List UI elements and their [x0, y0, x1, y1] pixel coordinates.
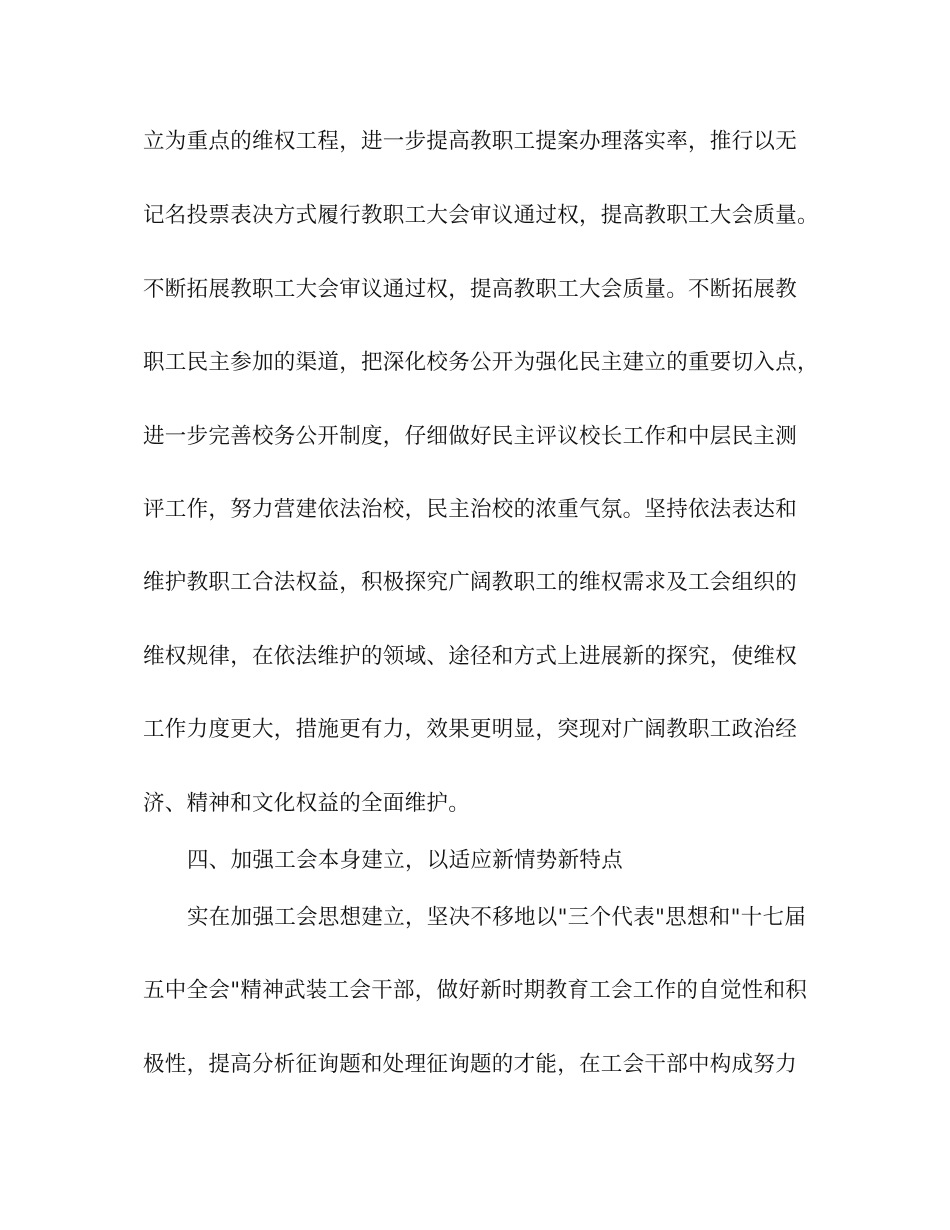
text-line: 工作力度更大，措施更有力，效果更明显，突现对广阔教职工政治经: [143, 717, 798, 742]
text-line: 维护教职工合法权益，积极探究广阔教职工的维权需求及工会组织的: [143, 570, 798, 595]
text-line: 立为重点的维权工程，进一步提高教职工提案办理落实率，推行以无: [143, 129, 798, 154]
section-heading: 四、加强工会本身建立，以适应新情势新特点: [187, 848, 624, 873]
text-line: 维权规律，在依法维护的领域、途径和方式上进展新的探究，使维权: [143, 644, 798, 669]
text-line: 记名投票表决方式履行教职工大会审议通过权，提高教职工大会质量。: [143, 203, 819, 228]
text-line: 不断拓展教职工大会审议通过权，提高教职工大会质量。不断拓展教: [143, 277, 798, 302]
text-line: 职工民主参加的渠道，把深化校务公开为强化民主建立的重要切入点，: [143, 350, 819, 375]
text-line: 济、精神和文化权益的全面维护。: [143, 791, 471, 816]
paragraph-first-line: 实在加强工会思想建立，坚决不移地以"三个代表"思想和"十七届: [187, 905, 807, 930]
text-line: 极性，提高分析征询题和处理征询题的才能，在工会干部中构成努力: [143, 1052, 798, 1077]
text-line: 进一步完善校务公开制度，仔细做好民主评议校长工作和中层民主测: [143, 424, 798, 449]
text-line: 评工作，努力营建依法治校，民主治校的浓重气氛。坚持依法表达和: [143, 497, 798, 522]
text-line: 五中全会"精神武装工会干部，做好新时期教育工会工作的自觉性和积: [143, 978, 808, 1003]
